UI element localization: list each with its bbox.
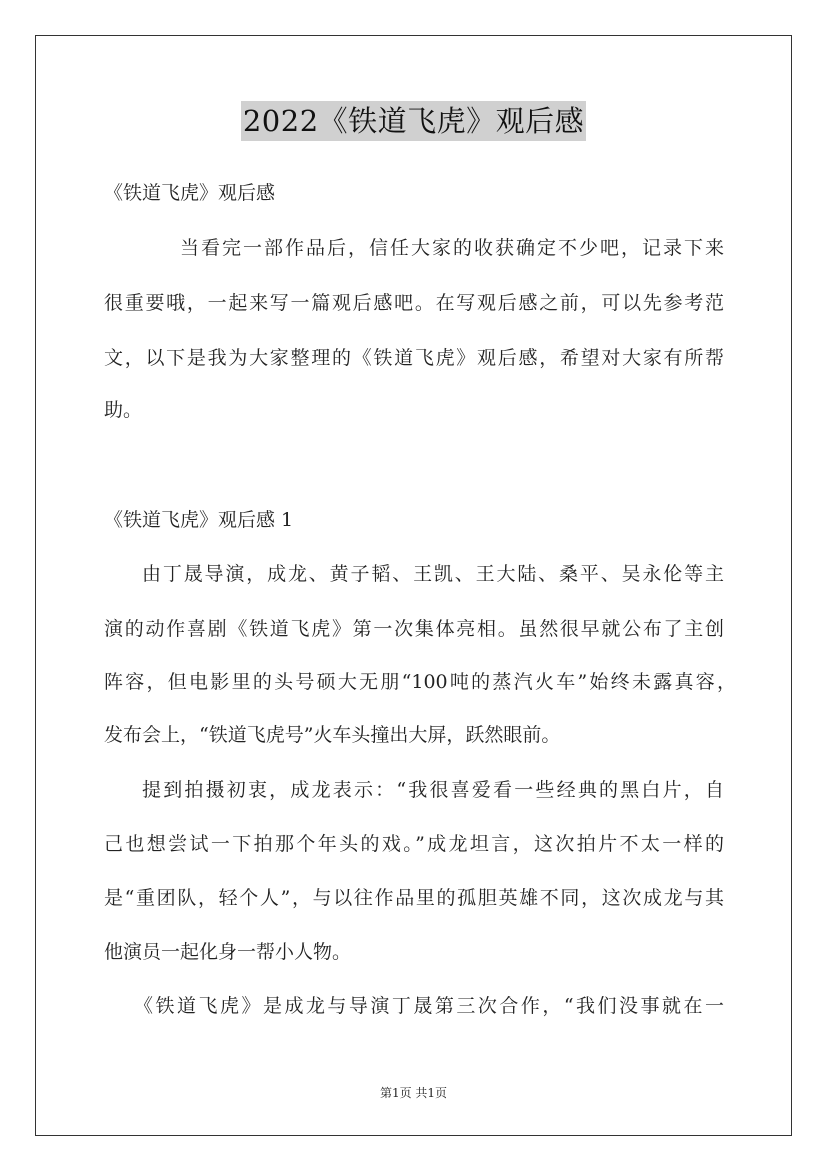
intro-line-3: 文，以下是我为大家整理的《铁道飞虎》观后感，希望对大家有所帮 [104,347,724,369]
intro-line-1: 当看完一部作品后，信任大家的收获确定不少吧，记录下来 [180,237,724,259]
section-heading: 《铁道飞虎》观后感 1 [104,509,294,531]
title-container [0,101,827,141]
subtitle: 《铁道飞虎》观后感 [104,182,276,204]
para1-line-4: 发布会上，“铁道飞虎号”火车头撞出大屏，跃然眼前。 [104,724,561,746]
para1-line-2: 演的动作喜剧《铁道飞虎》第一次集体亮相。虽然很早就公布了主创 [104,618,724,640]
para2-line-2: 己也想尝试一下拍那个年头的戏。”成龙坦言，这次拍片不太一样的 [104,833,724,855]
intro-line-2: 很重要哦，一起来写一篇观后感吧。在写观后感之前，可以先参考范 [104,292,724,314]
page-footer: 第1页 共1页 [379,1086,448,1100]
para1-line-3: 阵容，但电影里的头号硕大无朋“100吨的蒸汽火车”始终未露真容， [104,671,736,693]
para1-line-1: 由丁晟导演，成龙、黄子韬、王凯、王大陆、桑平、吴永伦等主 [142,563,724,585]
para3-line-1: 《铁道飞虎》是成龙与导演丁晟第三次合作，“我们没事就在一 [134,995,724,1017]
document-title: 2022《铁道飞虎》观后感 [241,101,586,141]
intro-line-4: 助。 [104,399,143,421]
para2-line-4: 他演员一起化身一帮小人物。 [104,941,352,963]
para2-line-1: 提到拍摄初衷，成龙表示：“我很喜爱看一些经典的黑白片，自 [142,779,724,801]
para2-line-3: 是“重团队，轻个人”，与以往作品里的孤胆英雄不同，这次成龙与其 [104,887,724,909]
